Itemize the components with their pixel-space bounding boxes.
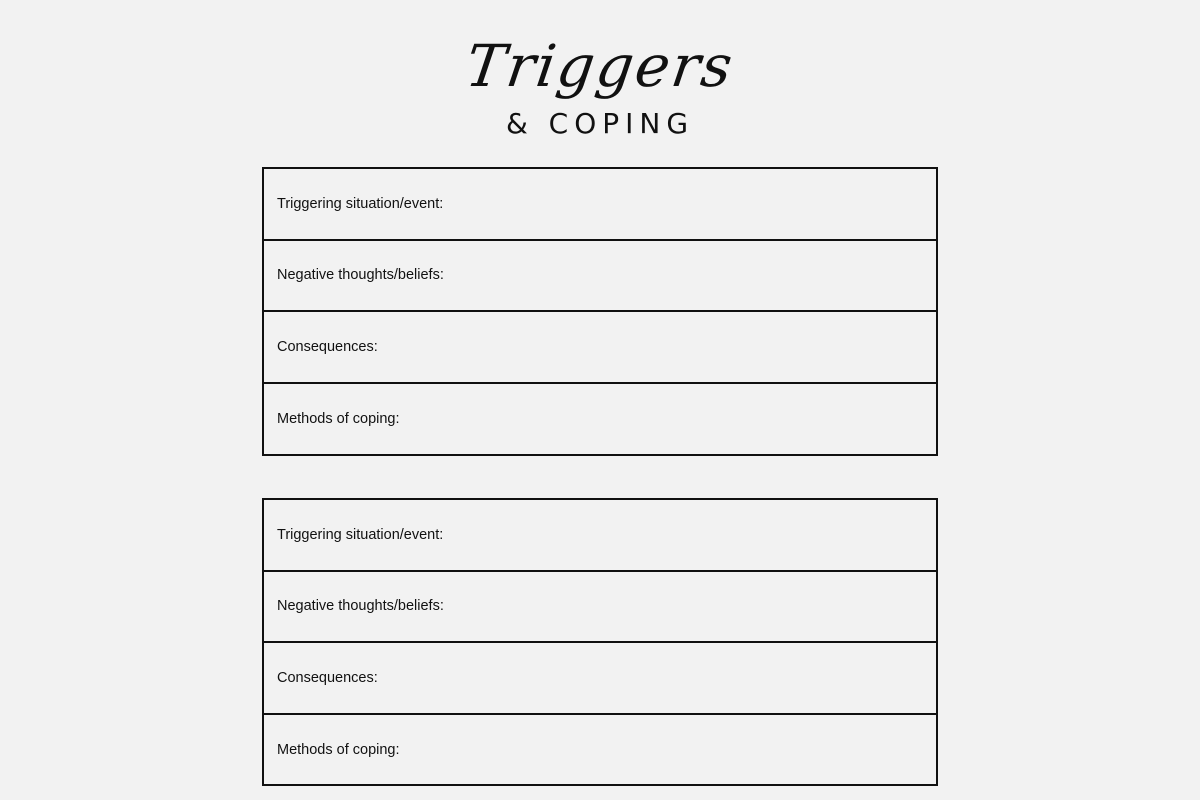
page-subtitle: & COPING [505,107,695,140]
negative-thoughts-field[interactable] [264,572,936,644]
triggering-situation-label: Triggering situation/event: [277,195,444,212]
negative-thoughts-label: Negative thoughts/beliefs: [277,598,444,615]
negative-thoughts-label: Negative thoughts/beliefs: [277,267,444,284]
methods-of-coping-field[interactable] [264,715,936,787]
negative-thoughts-field[interactable] [264,241,936,313]
methods-of-coping-field[interactable] [264,384,936,456]
worksheet-block-1 [262,167,938,456]
methods-of-coping-label: Methods of coping: [277,742,400,759]
page-title: Triggers [461,32,739,100]
worksheet-block-2 [262,498,938,786]
consequences-field[interactable] [264,312,936,384]
triggering-situation-field[interactable] [264,500,936,572]
consequences-label: Consequences: [277,669,378,686]
triggering-situation-label: Triggering situation/event: [277,526,444,543]
methods-of-coping-label: Methods of coping: [277,411,400,428]
triggering-situation-field[interactable] [264,169,936,241]
consequences-field[interactable] [264,643,936,715]
consequences-label: Consequences: [277,338,378,355]
